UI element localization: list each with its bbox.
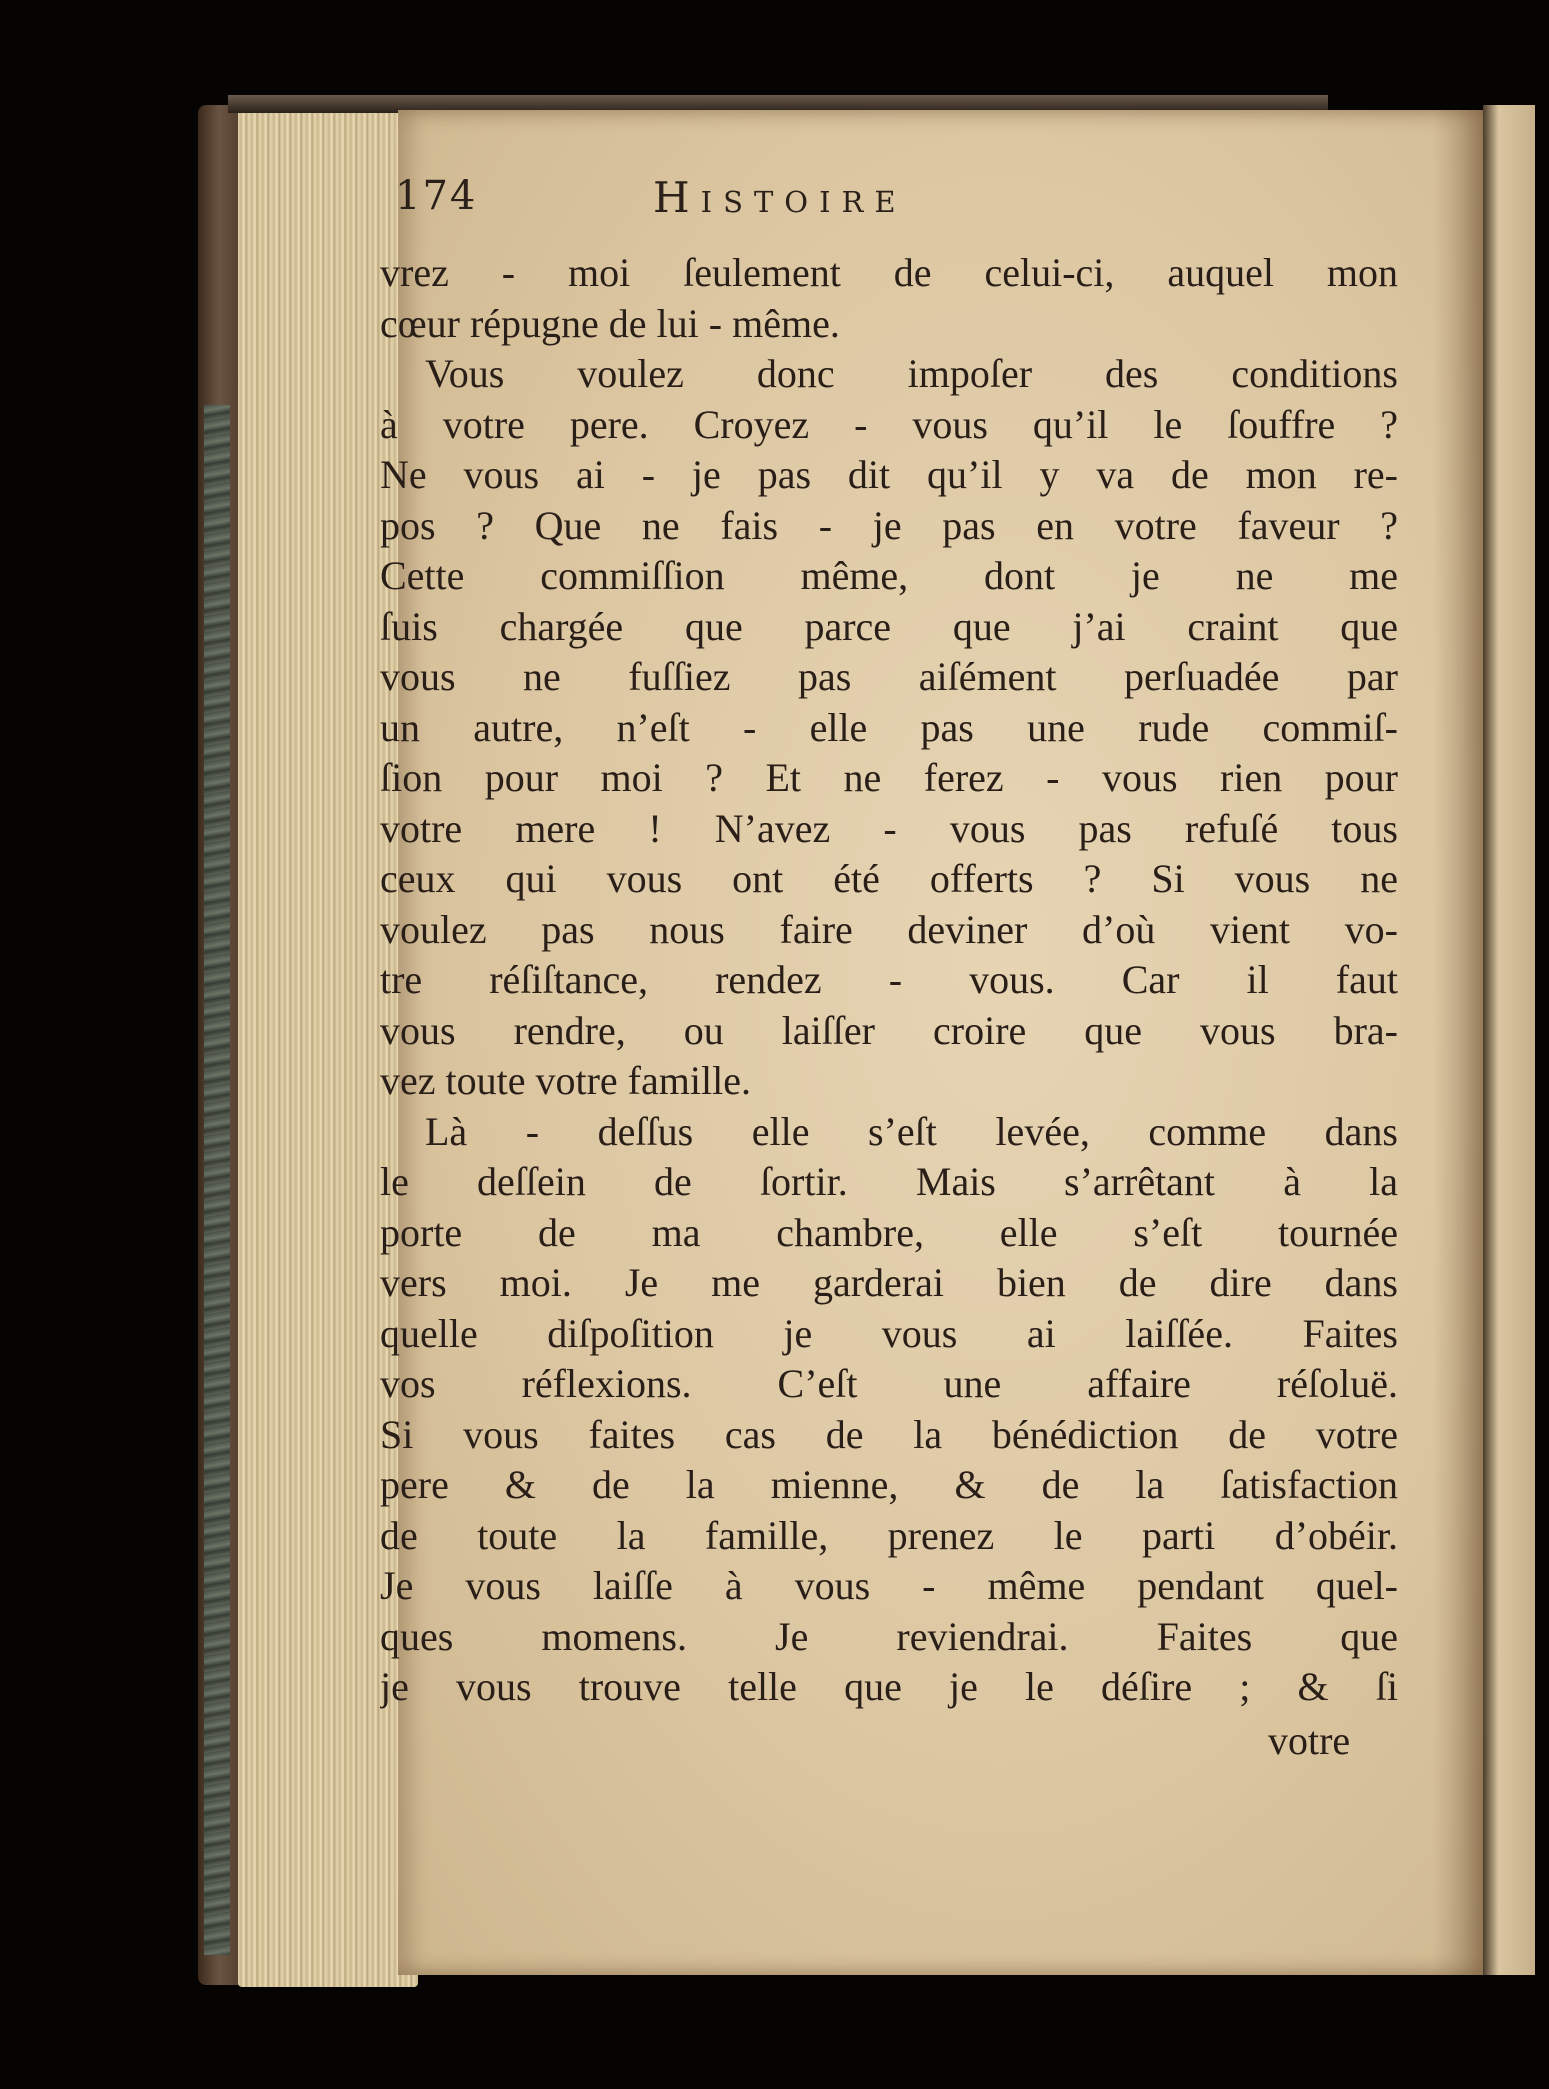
text-line: Là - deſſus elle s’eſt levée, comme dans	[425, 1108, 1398, 1154]
text-line: Je vous laiſſe à vous - même pendant quel-	[380, 1563, 1398, 1608]
text-line: vrez - moi ſeulement de celui-ci, auquel mon	[380, 250, 1398, 295]
text-line: à votre pere. Croyez - vous qu’il le ſouffre ?	[380, 401, 1398, 447]
page-number: 174	[395, 173, 478, 219]
body-text	[380, 248, 1398, 1713]
text-line: pos ? Que ne fais - je pas en votre faveur ?	[380, 502, 1398, 548]
text-line: vous rendre, ou laiſſer croire que vous bra-	[380, 1007, 1398, 1053]
text-line: cœur répugne de lui - même.	[380, 300, 840, 346]
text-line: ſion pour moi ? Et ne ferez - vous rien pour	[380, 755, 1398, 800]
text-line: vez toute votre famille.	[380, 1058, 751, 1103]
text-line: vous ne fuſſiez pas aiſément perſuadée par	[380, 654, 1398, 699]
text-line: Ne vous ai - je pas dit qu’il y va de mon re-	[380, 452, 1398, 497]
facing-page-edge	[1483, 105, 1535, 1975]
text-line: quelle diſpoſition je vous ai laiſſée. Faites	[380, 1310, 1398, 1356]
text-line: ceux qui vous ont été offerts ? Si vous ne	[380, 856, 1398, 901]
text-line: porte de ma chambre, elle s’eſt tournée	[380, 1209, 1398, 1255]
text-line: vers moi. Je me garderai bien de dire dans	[380, 1260, 1398, 1305]
text-line: de toute la famille, prenez le parti d’obéir.	[380, 1512, 1398, 1558]
text-line: Si vous faites cas de la bénédiction de votre	[380, 1411, 1398, 1457]
page-header	[395, 173, 1175, 233]
marbled-cover	[204, 405, 230, 1955]
text-line: ques momens. Je reviendrai. Faites que	[380, 1613, 1398, 1659]
text-line: ſuis chargée que parce que j’ai craint que	[380, 603, 1398, 649]
running-title: Histoire	[653, 173, 907, 222]
text-line: votre mere ! N’avez - vous pas refuſé tous	[380, 805, 1398, 851]
text-line: le deſſein de ſortir. Mais s’arrêtant à la	[380, 1159, 1398, 1204]
text-line: un autre, n’eſt - elle pas une rude commiſ-	[380, 704, 1398, 750]
text-line: voulez pas nous faire deviner d’où vient vo-	[380, 906, 1398, 952]
text-line: vos réflexions. C’eſt une affaire réſoluë.	[380, 1361, 1398, 1406]
text-line: je vous trouve telle que je le déſire ; & ſi	[380, 1664, 1398, 1709]
text-line: Vous voulez donc impoſer des conditions	[425, 351, 1398, 396]
text-line: Cette commiſſion même, dont je ne me	[380, 553, 1398, 598]
text-line: tre réſiſtance, rendez - vous. Car il faut	[380, 957, 1398, 1002]
catchword: votre	[1268, 1718, 1351, 1763]
text-line: pere & de la mienne, & de la ſatisfaction	[380, 1462, 1398, 1507]
